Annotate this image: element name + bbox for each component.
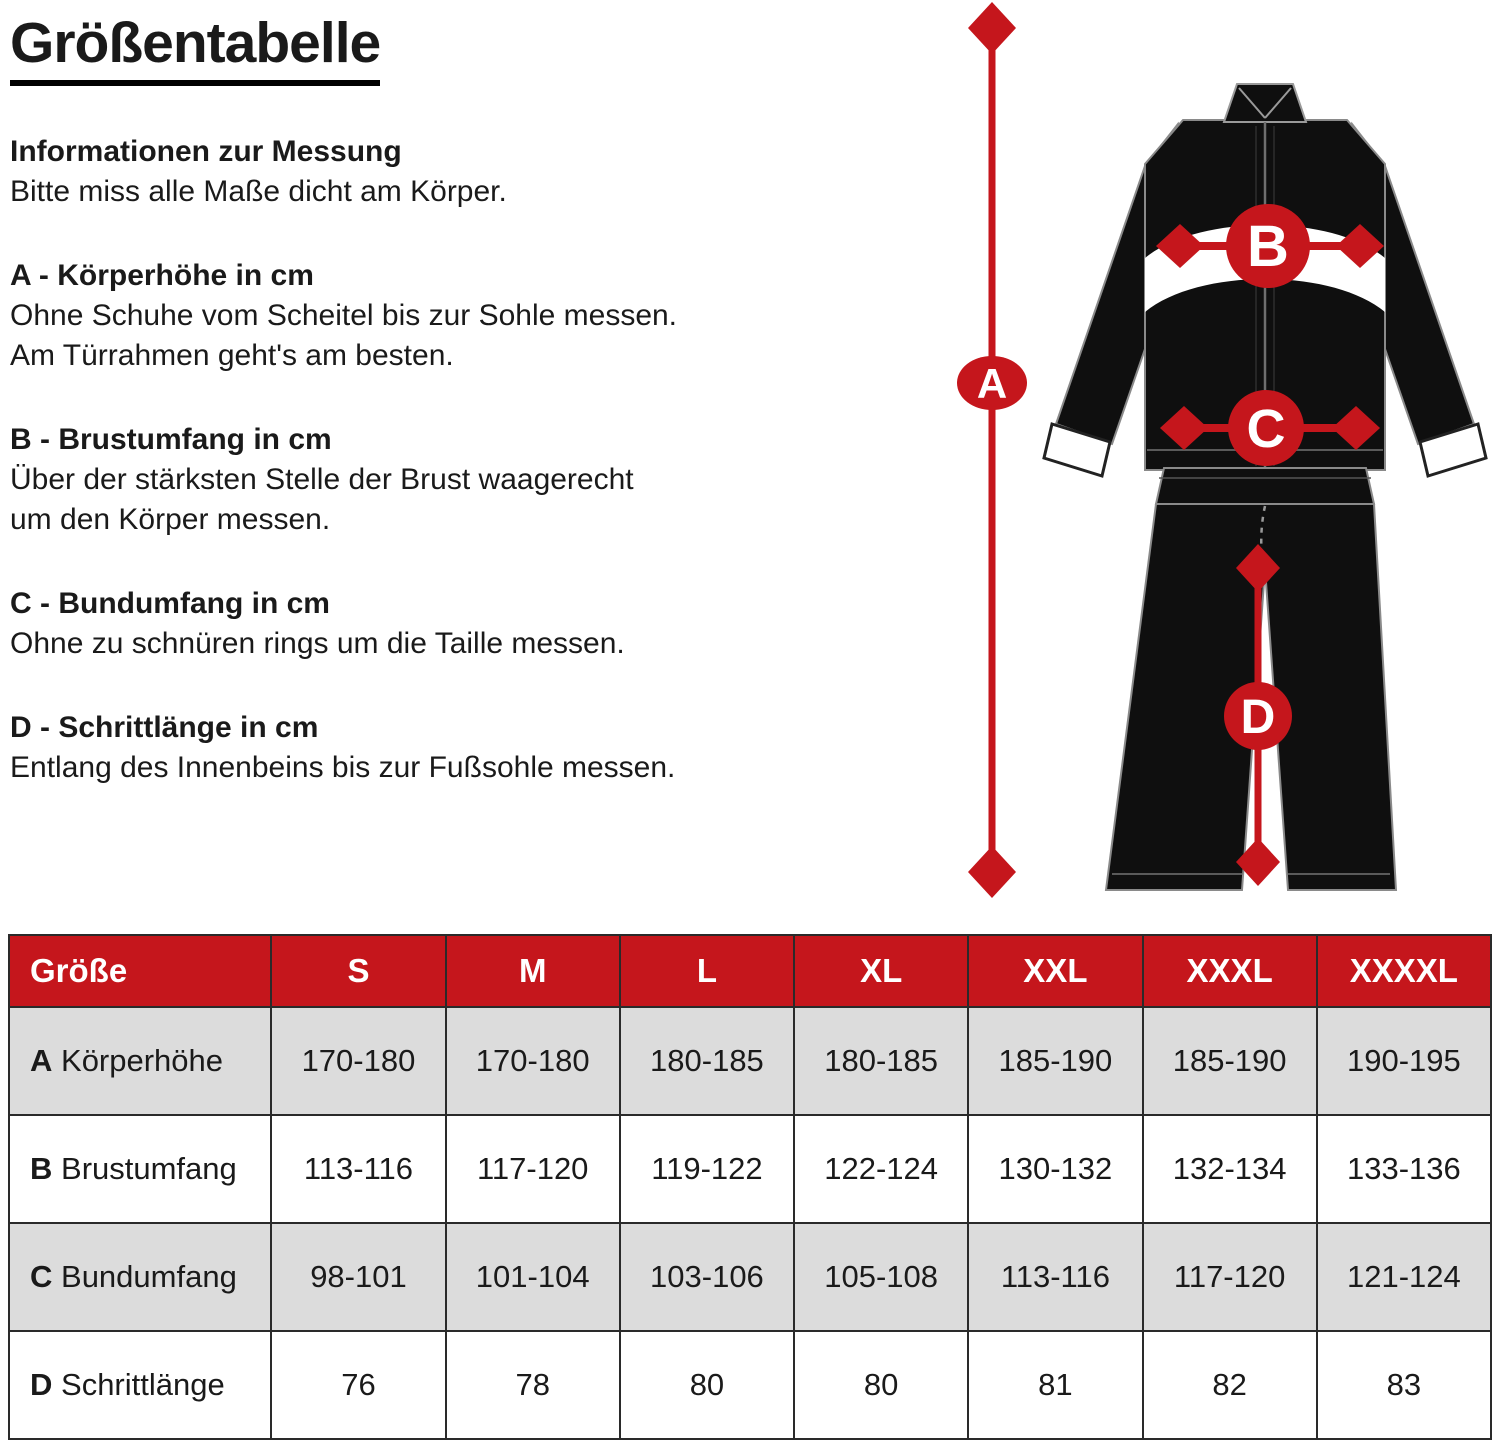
col-header-s: S: [271, 935, 445, 1007]
row-label-text: Schrittlänge: [61, 1367, 225, 1402]
section-a: [10, 256, 930, 376]
row-letter: B: [30, 1151, 53, 1186]
section-d: [10, 708, 930, 788]
section-a-heading: A - Körperhöhe in cm: [10, 258, 314, 292]
cell-value: 180-185: [620, 1007, 794, 1115]
cell-value: 113-116: [968, 1223, 1142, 1331]
cell-value: 119-122: [620, 1115, 794, 1223]
col-header-m: M: [446, 935, 620, 1007]
info-body: Bitte miss alle Maße dicht am Körper.: [10, 174, 507, 208]
row-label: [9, 1007, 271, 1115]
tracksuit-pants-graphic: [1106, 468, 1396, 890]
row-label-text: Bundumfang: [61, 1259, 237, 1294]
section-b: [10, 420, 930, 540]
table-row-brustumfang: [9, 1115, 1491, 1223]
info-heading: Informationen zur Messung: [10, 134, 402, 168]
row-label: [9, 1331, 271, 1439]
cell-value: 98-101: [271, 1223, 445, 1331]
section-a-line-1: Ohne Schuhe vom Scheitel bis zur Sohle messen.: [10, 298, 678, 332]
cell-value: 76: [271, 1331, 445, 1439]
col-header-groesse: Größe: [9, 935, 271, 1007]
cell-value: 82: [1143, 1331, 1317, 1439]
cell-value: 130-132: [968, 1115, 1142, 1223]
info-block: [10, 132, 930, 212]
cell-value: 180-185: [794, 1007, 968, 1115]
cell-value: 117-120: [1143, 1223, 1317, 1331]
section-c-line-1: Ohne zu schnüren rings um die Taille messen.: [10, 626, 625, 660]
cell-value: 117-120: [446, 1115, 620, 1223]
measure-letter-c: C: [1246, 399, 1286, 459]
cell-value: 185-190: [968, 1007, 1142, 1115]
cell-value: 81: [968, 1331, 1142, 1439]
row-label-text: Körperhöhe: [61, 1043, 224, 1078]
col-header-l: L: [620, 935, 794, 1007]
cell-value: 185-190: [1143, 1007, 1317, 1115]
row-letter: C: [30, 1259, 53, 1294]
arrow-diamond-icon: [968, 2, 1016, 54]
cell-value: 113-116: [271, 1115, 445, 1223]
page-title: Größentabelle: [10, 12, 380, 86]
row-label: [9, 1115, 271, 1223]
table-row-koerperhoehe: [9, 1007, 1491, 1115]
cell-value: 190-195: [1317, 1007, 1491, 1115]
cell-value: 122-124: [794, 1115, 968, 1223]
cell-value: 78: [446, 1331, 620, 1439]
cell-value: 105-108: [794, 1223, 968, 1331]
tracksuit-measurement-diagram: [940, 0, 1500, 930]
size-table-header-row: [9, 935, 1491, 1007]
tracksuit-illustration: [940, 0, 1500, 930]
size-table: [8, 934, 1492, 1440]
section-a-line-2: Am Türrahmen geht's am besten.: [10, 338, 454, 372]
section-b-heading: B - Brustumfang in cm: [10, 422, 332, 456]
section-d-line-1: Entlang des Innenbeins bis zur Fußsohle messen.: [10, 750, 676, 784]
table-row-schrittlaenge: [9, 1331, 1491, 1439]
measure-letter-a: A: [976, 360, 1008, 407]
measure-letter-b: B: [1247, 214, 1289, 279]
section-b-line-1: Über der stärksten Stelle der Brust waagerecht: [10, 462, 634, 496]
cell-value: 80: [620, 1331, 794, 1439]
cell-value: 133-136: [1317, 1115, 1491, 1223]
section-d-heading: D - Schrittlänge in cm: [10, 710, 319, 744]
section-b-line-2: um den Körper messen.: [10, 502, 331, 536]
measurement-instructions: [10, 12, 930, 788]
arrow-diamond-icon: [968, 846, 1016, 898]
cell-value: 101-104: [446, 1223, 620, 1331]
table-row-bundumfang: [9, 1223, 1491, 1331]
row-label: [9, 1223, 271, 1331]
measure-letter-d: D: [1240, 691, 1276, 744]
col-header-xxxl: XXXL: [1143, 935, 1317, 1007]
row-letter: D: [30, 1367, 53, 1402]
size-table-grid: [8, 934, 1492, 1440]
cell-value: 132-134: [1143, 1115, 1317, 1223]
cell-value: 83: [1317, 1331, 1491, 1439]
row-label-text: Brustumfang: [61, 1151, 237, 1186]
row-letter: A: [30, 1043, 53, 1078]
section-c: [10, 584, 930, 664]
col-header-xxxxl: XXXXL: [1317, 935, 1491, 1007]
section-c-heading: C - Bundumfang in cm: [10, 586, 330, 620]
cell-value: 80: [794, 1331, 968, 1439]
measure-marker-a: [957, 2, 1027, 898]
cell-value: 170-180: [271, 1007, 445, 1115]
col-header-xl: XL: [794, 935, 968, 1007]
col-header-xxl: XXL: [968, 935, 1142, 1007]
cell-value: 170-180: [446, 1007, 620, 1115]
cell-value: 121-124: [1317, 1223, 1491, 1331]
cell-value: 103-106: [620, 1223, 794, 1331]
